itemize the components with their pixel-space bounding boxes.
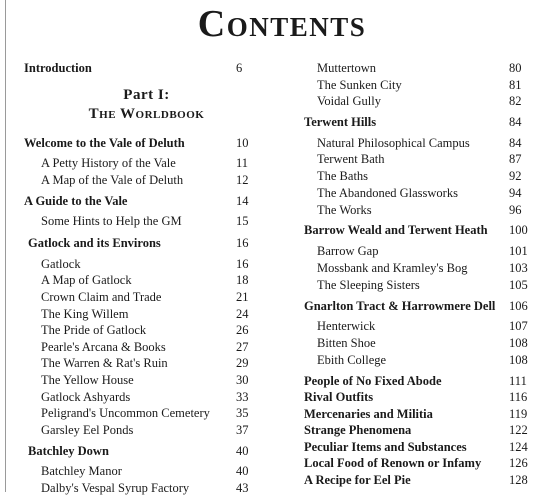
toc-entry-page: 43 [236, 481, 249, 495]
toc-entry-title: A Map of Gatlock [41, 273, 132, 287]
toc-entry-title: Peligrand's Uncommon Cemetery [41, 406, 210, 420]
toc-entry-title: Mercenaries and Militia [304, 407, 433, 421]
toc-entry[interactable] [41, 256, 262, 272]
toc-entry-page: 16 [236, 236, 249, 250]
toc-entry-title: A Petty History of the Vale [41, 156, 176, 170]
toc-entry[interactable] [317, 202, 540, 218]
toc-entry[interactable] [304, 455, 540, 471]
toc-entry[interactable] [28, 443, 262, 459]
toc-entry-page: 10 [236, 136, 249, 150]
toc-entry-page: 24 [236, 307, 249, 321]
page-title: Contents [197, 3, 367, 45]
toc-entry-page: 12 [236, 173, 249, 187]
toc-entry-title: Mossbank and Kramley's Bog [317, 261, 468, 275]
toc-entry-page: 94 [509, 186, 522, 200]
toc-entry[interactable] [317, 77, 540, 93]
toc-entry[interactable] [317, 318, 540, 334]
toc-entry[interactable] [41, 422, 262, 438]
toc-entry[interactable] [28, 235, 262, 251]
toc-entry-page: 40 [236, 464, 249, 478]
toc-entry-title: Gnarlton Tract & Harrowmere Dell [304, 299, 496, 313]
toc-entry-page: 124 [509, 440, 528, 454]
toc-entry-page: 106 [509, 299, 528, 313]
toc-entry[interactable] [41, 155, 262, 171]
toc-entry-title: Bitten Shoe [317, 336, 376, 350]
toc-entry[interactable] [304, 406, 540, 422]
toc-entry-title: Introduction [24, 61, 92, 75]
toc-entry-page: 33 [236, 390, 249, 404]
toc-entry[interactable] [304, 298, 540, 314]
toc-entry[interactable] [41, 372, 262, 388]
toc-entry[interactable] [24, 135, 262, 151]
toc-entry-title: Pearle's Arcana & Books [41, 340, 166, 354]
toc-entry[interactable] [41, 355, 262, 371]
toc-entry[interactable] [317, 243, 540, 259]
toc-entry-title: Some Hints to Help the GM [41, 214, 182, 228]
toc-entry-page: 122 [509, 423, 528, 437]
toc-entry[interactable] [317, 168, 540, 184]
toc-entry-title: The Baths [317, 169, 369, 183]
toc-entry-title: Peculiar Items and Substances [304, 440, 467, 454]
toc-entry-title: Batchley Down [28, 444, 109, 458]
toc-entry-title: The Works [317, 203, 372, 217]
toc-entry[interactable] [41, 289, 262, 305]
toc-entry[interactable] [41, 306, 262, 322]
toc-entry-title: Ebith College [317, 353, 387, 367]
toc-entry-page: 37 [236, 423, 249, 437]
toc-entry[interactable] [317, 335, 540, 351]
toc-entry-title: Crown Claim and Trade [41, 290, 162, 304]
toc-entry-page: 96 [509, 203, 522, 217]
part-heading [24, 86, 269, 124]
toc-entry-page: 101 [509, 244, 528, 258]
toc-entry[interactable] [304, 114, 540, 130]
toc-entry-page: 84 [509, 136, 522, 150]
toc-entry-page: 21 [236, 290, 249, 304]
toc-entry[interactable] [317, 352, 540, 368]
toc-entry-page: 81 [509, 78, 522, 92]
toc-entry-page: 84 [509, 115, 522, 129]
toc-entry-page: 18 [236, 273, 249, 287]
toc-entry-title: Gatlock [41, 257, 81, 271]
toc-entry-title: Terwent Bath [317, 152, 385, 166]
toc-entry[interactable] [317, 93, 540, 109]
toc-entry-title: The King Willem [41, 307, 129, 321]
toc-entry[interactable] [41, 213, 262, 229]
toc-entry-page: 103 [509, 261, 528, 275]
toc-entry[interactable] [24, 193, 262, 209]
toc-entry-title: Dalby's Vespal Syrup Factory [41, 481, 190, 495]
toc-entry-title: Muttertown [317, 61, 377, 75]
toc-entry-title: Welcome to the Vale of Deluth [24, 136, 185, 150]
toc-entry-page: 128 [509, 473, 528, 487]
toc-entry-title: The Warren & Rat's Ruin [41, 356, 168, 370]
toc-entry-title: People of No Fixed Abode [304, 374, 442, 388]
toc-entry-title: A Recipe for Eel Pie [304, 473, 411, 487]
toc-entry-title: The Abandoned Glassworks [317, 186, 458, 200]
toc-entry-title: Gatlock and its Environs [28, 236, 161, 250]
toc-entry[interactable] [41, 339, 262, 355]
toc-entry[interactable] [41, 389, 262, 405]
toc-entry-page: 111 [509, 374, 527, 388]
toc-entry-page: 40 [236, 444, 249, 458]
toc-entry-page: 92 [509, 169, 522, 183]
toc-entry-title: Local Food of Renown or Infamy [304, 456, 482, 470]
toc-entry[interactable] [317, 135, 540, 151]
toc-entry-page: 30 [236, 373, 249, 387]
page-edge-line [5, 0, 6, 492]
toc-entry-page: 80 [509, 61, 522, 75]
toc-entry[interactable] [304, 472, 540, 488]
toc-entry-page: 6 [236, 61, 243, 75]
toc-entry-title: Voidal Gully [317, 94, 382, 108]
toc-entry-title: Strange Phenomena [304, 423, 412, 437]
toc-entry[interactable] [41, 322, 262, 338]
part-heading-title: The Worldbook [88, 106, 205, 122]
toc-entry-title: Gatlock Ashyards [41, 390, 131, 404]
toc-entry-title: Barrow Weald and Terwent Heath [304, 223, 488, 237]
toc-entry[interactable] [304, 222, 540, 238]
toc-entry-page: 15 [236, 214, 249, 228]
toc-entry-page: 100 [509, 223, 528, 237]
toc-entry-title: The Yellow House [41, 373, 134, 387]
toc-entry-page: 82 [509, 94, 522, 108]
toc-entry[interactable] [41, 272, 262, 288]
toc-entry-page: 126 [509, 456, 528, 470]
toc-entry-title: The Pride of Gatlock [41, 323, 147, 337]
toc-entry-title: Batchley Manor [41, 464, 122, 478]
toc-entry[interactable] [41, 405, 262, 421]
toc-entry-title: Henterwick [317, 319, 376, 333]
toc-entry-page: 105 [509, 278, 528, 292]
toc-entry-title: The Sunken City [317, 78, 402, 92]
part-heading-number: Part I: [123, 87, 170, 103]
toc-entry-title: Garsley Eel Ponds [41, 423, 134, 437]
toc-entry-page: 26 [236, 323, 249, 337]
toc-entry-title: Terwent Hills [304, 115, 377, 129]
toc-entry[interactable] [304, 373, 540, 389]
toc-entry-title: The Sleeping Sisters [317, 278, 420, 292]
toc-entry-title: A Guide to the Vale [24, 194, 128, 208]
toc-entry[interactable] [304, 389, 540, 405]
toc-entry-page: 14 [236, 194, 249, 208]
toc-entry-title: A Map of the Vale of Deluth [41, 173, 184, 187]
toc-entry-page: 107 [509, 319, 528, 333]
toc-entry-title: Barrow Gap [317, 244, 379, 258]
toc-entry-page: 16 [236, 257, 249, 271]
toc-entry-page: 116 [509, 390, 528, 404]
toc-entry-page: 108 [509, 336, 528, 350]
toc-entry-page: 27 [236, 340, 249, 354]
toc-entry[interactable] [317, 151, 540, 167]
toc-entry-page: 35 [236, 406, 249, 420]
toc-entry[interactable] [317, 185, 540, 201]
toc-entry-page: 119 [509, 407, 528, 421]
toc-entry-title: Natural Philosophical Campus [317, 136, 470, 150]
toc-entry[interactable] [24, 60, 262, 76]
toc-entry[interactable] [304, 439, 540, 455]
toc-entry-page: 108 [509, 353, 528, 367]
toc-entry-page: 11 [236, 156, 249, 170]
toc-entry[interactable] [304, 422, 540, 438]
toc-entry-page: 29 [236, 356, 249, 370]
toc-entry[interactable] [41, 480, 262, 496]
toc-entry[interactable] [41, 172, 262, 188]
toc-entry-page: 87 [509, 152, 522, 166]
toc-entry[interactable] [317, 277, 540, 293]
toc-entry[interactable] [41, 463, 262, 479]
toc-entry-title: Rival Outfits [304, 390, 374, 404]
toc-entry[interactable] [317, 60, 540, 76]
toc-entry[interactable] [317, 260, 540, 276]
